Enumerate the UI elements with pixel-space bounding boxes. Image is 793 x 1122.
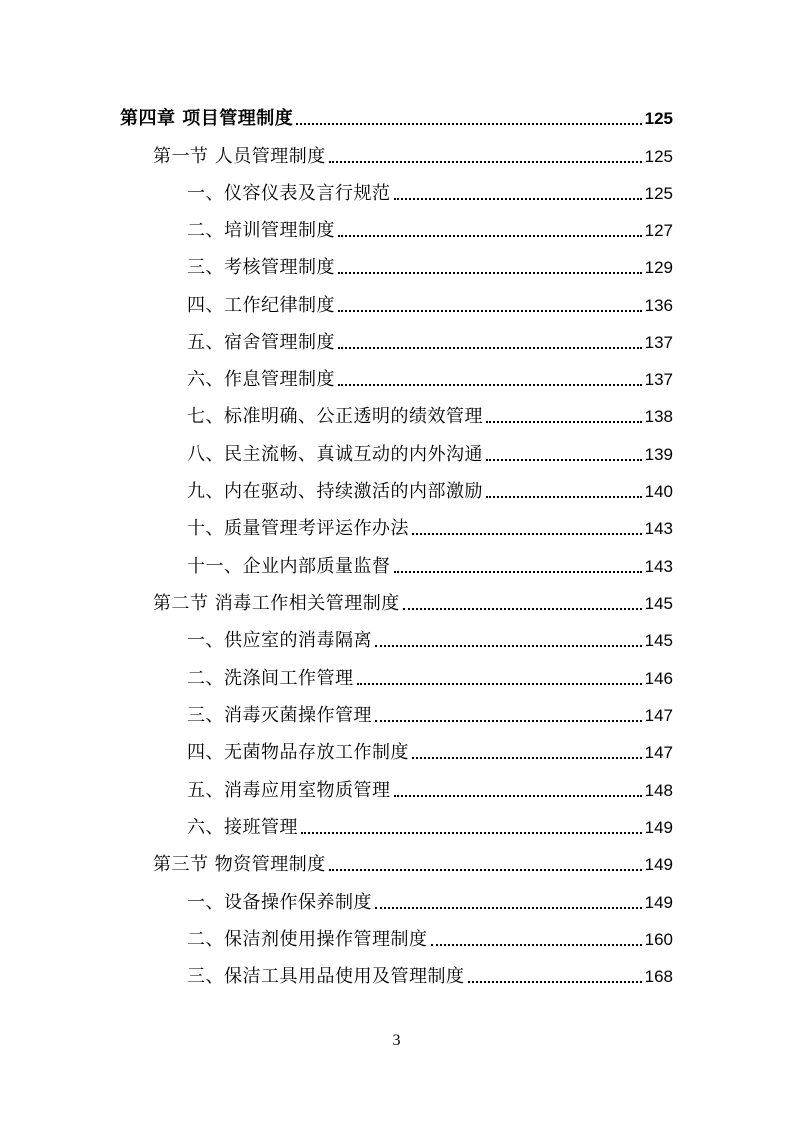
toc-entry-page: 149 — [644, 893, 673, 912]
toc-entry-page: 168 — [644, 967, 673, 986]
toc-entry-title: 二、保洁剂使用操作管理制度 — [187, 929, 428, 950]
toc-entry[interactable] — [187, 554, 673, 580]
toc-entry-page: 137 — [644, 333, 673, 352]
toc-entry-title: 第三节 物资管理制度 — [153, 854, 326, 875]
toc-entry-page: 137 — [644, 370, 673, 389]
toc-entry-page: 139 — [644, 445, 673, 464]
toc-entry-title: 第四章 项目管理制度 — [120, 108, 294, 129]
toc-entry-page: 125 — [644, 184, 673, 203]
toc-entry[interactable] — [187, 927, 673, 953]
toc-entry-title: 十、质量管理考评运作办法 — [187, 518, 409, 539]
toc-entry-title: 三、考核管理制度 — [187, 257, 335, 278]
dot-leader — [338, 235, 642, 237]
toc-entry-title: 七、标准明确、公正透明的绩效管理 — [187, 406, 483, 427]
page-number: 3 — [392, 1032, 401, 1049]
toc-entry-page: 146 — [644, 669, 673, 688]
toc-entry-page: 148 — [644, 781, 673, 800]
toc-entry[interactable] — [187, 964, 673, 990]
dot-leader — [431, 944, 642, 946]
toc-entry[interactable] — [187, 181, 673, 207]
toc-entry[interactable] — [187, 367, 673, 393]
toc-entry-title: 第一节 人员管理制度 — [153, 146, 326, 167]
toc-entry-title: 八、民主流畅、真诚互动的内外沟通 — [187, 444, 483, 465]
toc-entry-title: 九、内在驱动、持续激活的内部激励 — [187, 481, 483, 502]
toc-entry-page: 129 — [644, 258, 673, 277]
dot-leader — [412, 533, 642, 535]
toc-entry[interactable] — [187, 815, 673, 841]
toc-entry-title: 三、消毒灭菌操作管理 — [187, 705, 372, 726]
toc-entry[interactable] — [187, 479, 673, 505]
toc-entry-page: 125 — [644, 147, 673, 166]
toc-entry-title: 一、设备操作保养制度 — [187, 892, 372, 913]
dot-leader — [375, 645, 642, 647]
dot-leader — [394, 795, 642, 797]
toc-entry-page: 136 — [644, 296, 673, 315]
toc-entry[interactable] — [187, 703, 673, 729]
toc-entry-section-2[interactable] — [153, 591, 673, 617]
toc-entry[interactable] — [187, 404, 673, 430]
dot-leader — [338, 272, 642, 274]
toc-entry-title: 四、无菌物品存放工作制度 — [187, 742, 409, 763]
toc-entry-page: 143 — [644, 519, 673, 538]
dot-leader — [403, 608, 642, 610]
dot-leader — [394, 198, 642, 200]
toc-entry-title: 四、工作纪律制度 — [187, 295, 335, 316]
toc-entry-page: 149 — [644, 855, 673, 874]
toc-entry[interactable] — [187, 330, 673, 356]
toc-entry[interactable] — [187, 778, 673, 804]
toc-entry-title: 六、作息管理制度 — [187, 369, 335, 390]
toc-entry-page: 140 — [644, 482, 673, 501]
dot-leader — [375, 720, 642, 722]
toc-entry-page: 145 — [644, 631, 673, 650]
toc-entry[interactable] — [187, 666, 673, 692]
toc-entry[interactable] — [187, 628, 673, 654]
toc-entry[interactable] — [187, 890, 673, 916]
toc-entry-title: 二、培训管理制度 — [187, 220, 335, 241]
toc-entry-title: 三、保洁工具用品使用及管理制度 — [187, 966, 465, 987]
dot-leader — [301, 832, 642, 834]
dot-leader — [357, 683, 642, 685]
toc-entry-page: 143 — [644, 557, 673, 576]
toc-entry[interactable] — [187, 740, 673, 766]
dot-leader — [486, 421, 642, 423]
toc-entry-title: 五、宿舍管理制度 — [187, 332, 335, 353]
dot-leader — [468, 981, 642, 983]
toc-entry-page: 160 — [644, 930, 673, 949]
toc-entry[interactable] — [187, 293, 673, 319]
dot-leader — [486, 459, 642, 461]
toc-entry[interactable] — [187, 516, 673, 542]
toc-entry-section-1[interactable] — [153, 144, 673, 170]
toc-entry[interactable] — [187, 442, 673, 468]
toc-entry-page: 149 — [644, 818, 673, 837]
toc-entry-page: 125 — [644, 109, 673, 128]
toc-entry-section-3[interactable] — [153, 852, 673, 878]
toc-entry[interactable] — [187, 218, 673, 244]
dot-leader — [338, 310, 642, 312]
toc-entry-chapter-4[interactable] — [120, 106, 673, 132]
dot-leader — [394, 571, 642, 573]
toc-entry-title: 十一、企业内部质量监督 — [187, 556, 391, 577]
toc-entry-title: 一、供应室的消毒隔离 — [187, 630, 372, 651]
dot-leader — [486, 496, 642, 498]
toc-entry-page: 138 — [644, 407, 673, 426]
toc-entry-page: 147 — [644, 743, 673, 762]
dot-leader — [375, 907, 642, 909]
toc-entry[interactable] — [187, 255, 673, 281]
toc-entry-title: 六、接班管理 — [187, 817, 298, 838]
toc-entry-page: 145 — [644, 594, 673, 613]
dot-leader — [329, 161, 642, 163]
toc-entry-title: 第二节 消毒工作相关管理制度 — [153, 593, 400, 614]
dot-leader — [412, 757, 642, 759]
toc-entry-title: 五、消毒应用室物质管理 — [187, 780, 391, 801]
toc-entry-page: 127 — [644, 221, 673, 240]
dot-leader — [296, 123, 641, 125]
toc-entry-title: 一、仪容仪表及言行规范 — [187, 183, 391, 204]
dot-leader — [338, 347, 642, 349]
toc-entry-title: 二、洗涤间工作管理 — [187, 668, 354, 689]
toc-entry-page: 147 — [644, 706, 673, 725]
dot-leader — [338, 384, 642, 386]
dot-leader — [329, 869, 642, 871]
